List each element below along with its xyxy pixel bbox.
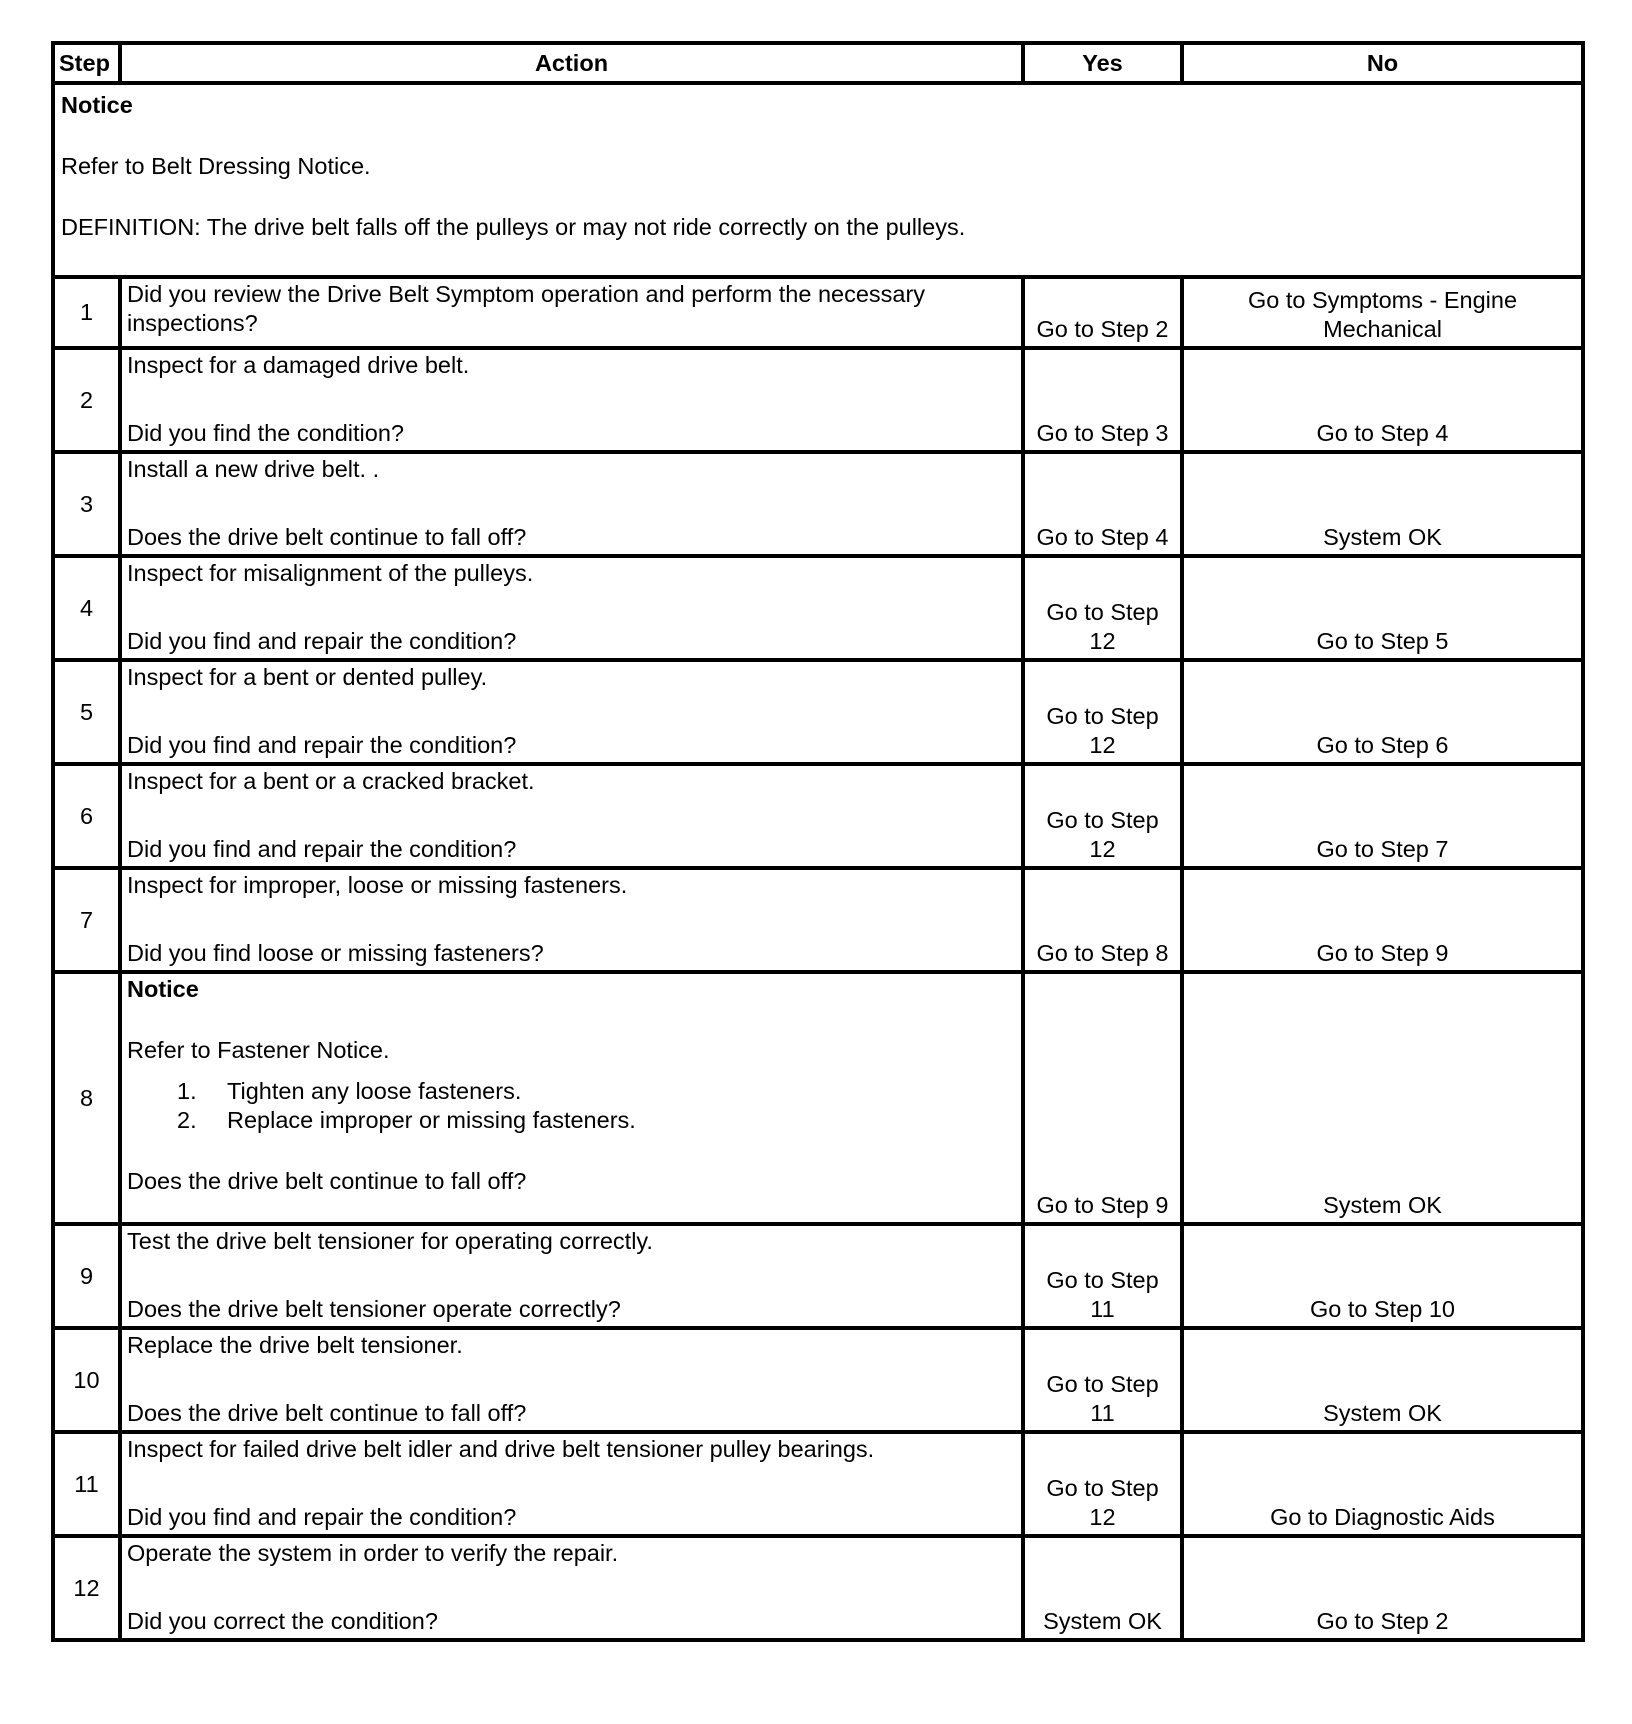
table-row [53,972,1583,1224]
step-number: 5 [53,660,120,764]
action-text: Inspect for a bent or a cracked bracket. [127,768,535,794]
action-text: Install a new drive belt. . [127,456,380,482]
diagnostic-table [51,41,1585,1642]
step-number: 1 [53,277,120,348]
yes-result: Go to Step 12 [1023,764,1182,868]
step-number: 11 [53,1432,120,1536]
table-row [53,660,1583,764]
table-row [53,277,1583,348]
action-question: Did you find and repair the condition? [127,732,517,758]
action-text: Did you review the Drive Belt Symptom operation and perform the necessary inspections? [120,277,1023,348]
action-cell [120,1432,1023,1536]
action-text: Operate the system in order to verify the repair. [127,1540,619,1566]
list-item-number: 1. [177,1078,197,1104]
numbered-list [127,1077,1016,1135]
header-step: Step [53,43,120,83]
yes-result: Go to Step 11 [1023,1328,1182,1432]
step-number: 6 [53,764,120,868]
no-result: Go to Step 4 [1182,348,1583,452]
no-result: Go to Symptoms - Engine Mechanical [1182,277,1583,348]
step-number: 2 [53,348,120,452]
action-question: Does the drive belt continue to fall off? [127,524,527,550]
yes-result: Go to Step 12 [1023,660,1182,764]
intro-row [53,83,1583,277]
list-item [177,1077,1016,1106]
no-result: Go to Step 5 [1182,556,1583,660]
step-number: 4 [53,556,120,660]
table-row [53,868,1583,972]
yes-result: Go to Step 11 [1023,1224,1182,1328]
table-row [53,1432,1583,1536]
step-notice-title: Notice [127,976,199,1002]
table-row [53,348,1583,452]
intro-notice-title: Notice [61,92,133,118]
action-cell [120,660,1023,764]
action-question: Did you correct the condition? [127,1608,438,1634]
no-result: System OK [1182,972,1583,1224]
intro-definition: DEFINITION: The drive belt falls off the pulleys or may not ride correctly on the pulleys. [61,214,966,240]
step-number: 9 [53,1224,120,1328]
action-cell [120,452,1023,556]
action-text: Test the drive belt tensioner for operating correctly. [127,1228,653,1254]
action-text: Inspect for a bent or dented pulley. [127,664,488,690]
yes-result: Go to Step 8 [1023,868,1182,972]
list-item-text: Replace improper or missing fasteners. [227,1107,636,1133]
step-number: 7 [53,868,120,972]
action-cell [120,1224,1023,1328]
list-item-number: 2. [177,1107,197,1133]
no-result: Go to Step 6 [1182,660,1583,764]
action-question: Did you find and repair the condition? [127,628,517,654]
action-cell [120,556,1023,660]
table-row [53,1328,1583,1432]
action-text: Replace the drive belt tensioner. [127,1332,463,1358]
table-row [53,1536,1583,1640]
yes-result: Go to Step 12 [1023,556,1182,660]
step-number: 3 [53,452,120,556]
yes-result: Go to Step 2 [1023,277,1182,348]
action-cell [120,972,1023,1224]
action-text: Inspect for a damaged drive belt. [127,352,470,378]
step-number: 12 [53,1536,120,1640]
header-yes: Yes [1023,43,1182,83]
list-item [177,1106,1016,1135]
step-reference: Refer to Fastener Notice. [127,1037,390,1063]
step-number: 10 [53,1328,120,1432]
yes-result: Go to Step 3 [1023,348,1182,452]
header-action: Action [120,43,1023,83]
header-no: No [1182,43,1583,83]
action-text: Inspect for failed drive belt idler and drive belt tensioner pulley bearings. [127,1436,875,1462]
action-text: Inspect for improper, loose or missing fasteners. [127,872,628,898]
action-question: Did you find and repair the condition? [127,836,517,862]
action-question: Does the drive belt continue to fall off? [127,1168,527,1194]
action-question: Did you find the condition? [127,420,404,446]
header-row [53,43,1583,83]
yes-result: Go to Step 4 [1023,452,1182,556]
action-cell [120,764,1023,868]
action-cell [120,348,1023,452]
action-question: Did you find loose or missing fasteners? [127,940,544,966]
no-result: Go to Step 10 [1182,1224,1583,1328]
yes-result: Go to Step 9 [1023,972,1182,1224]
no-result: Go to Step 2 [1182,1536,1583,1640]
table-row [53,764,1583,868]
action-cell [120,1328,1023,1432]
table-row [53,1224,1583,1328]
action-cell [120,868,1023,972]
list-item-text: Tighten any loose fasteners. [227,1078,522,1104]
action-question: Did you find and repair the condition? [127,1504,517,1530]
yes-result: Go to Step 12 [1023,1432,1182,1536]
intro-reference: Refer to Belt Dressing Notice. [61,153,371,179]
no-result: System OK [1182,1328,1583,1432]
table-row [53,556,1583,660]
action-text: Inspect for misalignment of the pulleys. [127,560,534,586]
action-question: Does the drive belt continue to fall off? [127,1400,527,1426]
yes-result: System OK [1023,1536,1182,1640]
action-question: Does the drive belt tensioner operate correctly? [127,1296,621,1322]
no-result: Go to Step 9 [1182,868,1583,972]
table-row [53,452,1583,556]
no-result: Go to Diagnostic Aids [1182,1432,1583,1536]
intro-cell [53,83,1583,277]
no-result: Go to Step 7 [1182,764,1583,868]
no-result: System OK [1182,452,1583,556]
action-cell [120,1536,1023,1640]
step-number: 8 [53,972,120,1224]
